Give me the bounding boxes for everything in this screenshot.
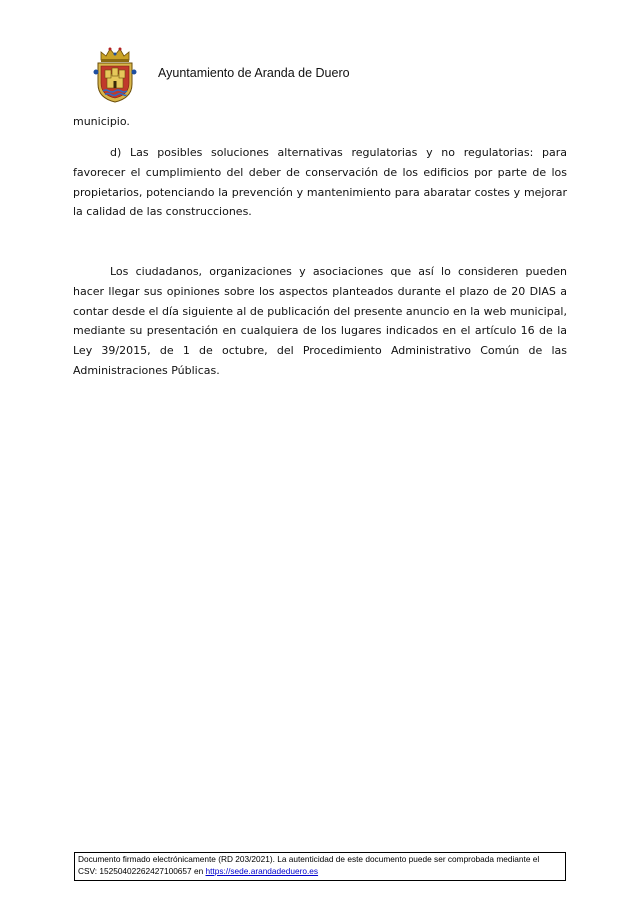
footer-csv: CSV: 15250402262427100657 en [78,865,206,876]
footer-line-2 [78,866,562,878]
footer-line-1: Documento firmado electrónicamente (RD 203/2021). La autenticidad de este documento puede ser comprobada mediante el [78,854,540,864]
sede-link[interactable]: https://sede.arandadeduero.es [205,865,319,876]
paragraph-citizens: Los ciudadanos, organizaciones y asociaciones que así lo consideren pueden hacer llegar sus opiniones sobre los aspectos planteados durante el plazo de 20 DIAS a contar desde el día siguiente al de publicación del presente anuncio en la web municipal, mediante su presentación en cualquiera de los lugares indicados en el artículo 16 de la Ley 39/2015, de 1 de octubre, del Procedimiento Administrativo Común de las Administraciones Públicas. [73,265,567,377]
town-crest-icon [92,46,138,104]
organization-name: Ayuntamiento de Aranda de Duero [158,66,350,80]
page-header [92,46,512,106]
signature-footer [74,852,566,881]
continuation-text: municipio. [73,115,130,128]
paragraph-point-d: d) Las posibles soluciones alternativas regulatorias y no regulatorias: para favorecer el cumplimiento del deber de conservación de los edificios por parte de los propietarios, potenciando la prevención y mantenimiento para abaratar costes y mejorar la calidad de las construcciones. [73,146,567,219]
